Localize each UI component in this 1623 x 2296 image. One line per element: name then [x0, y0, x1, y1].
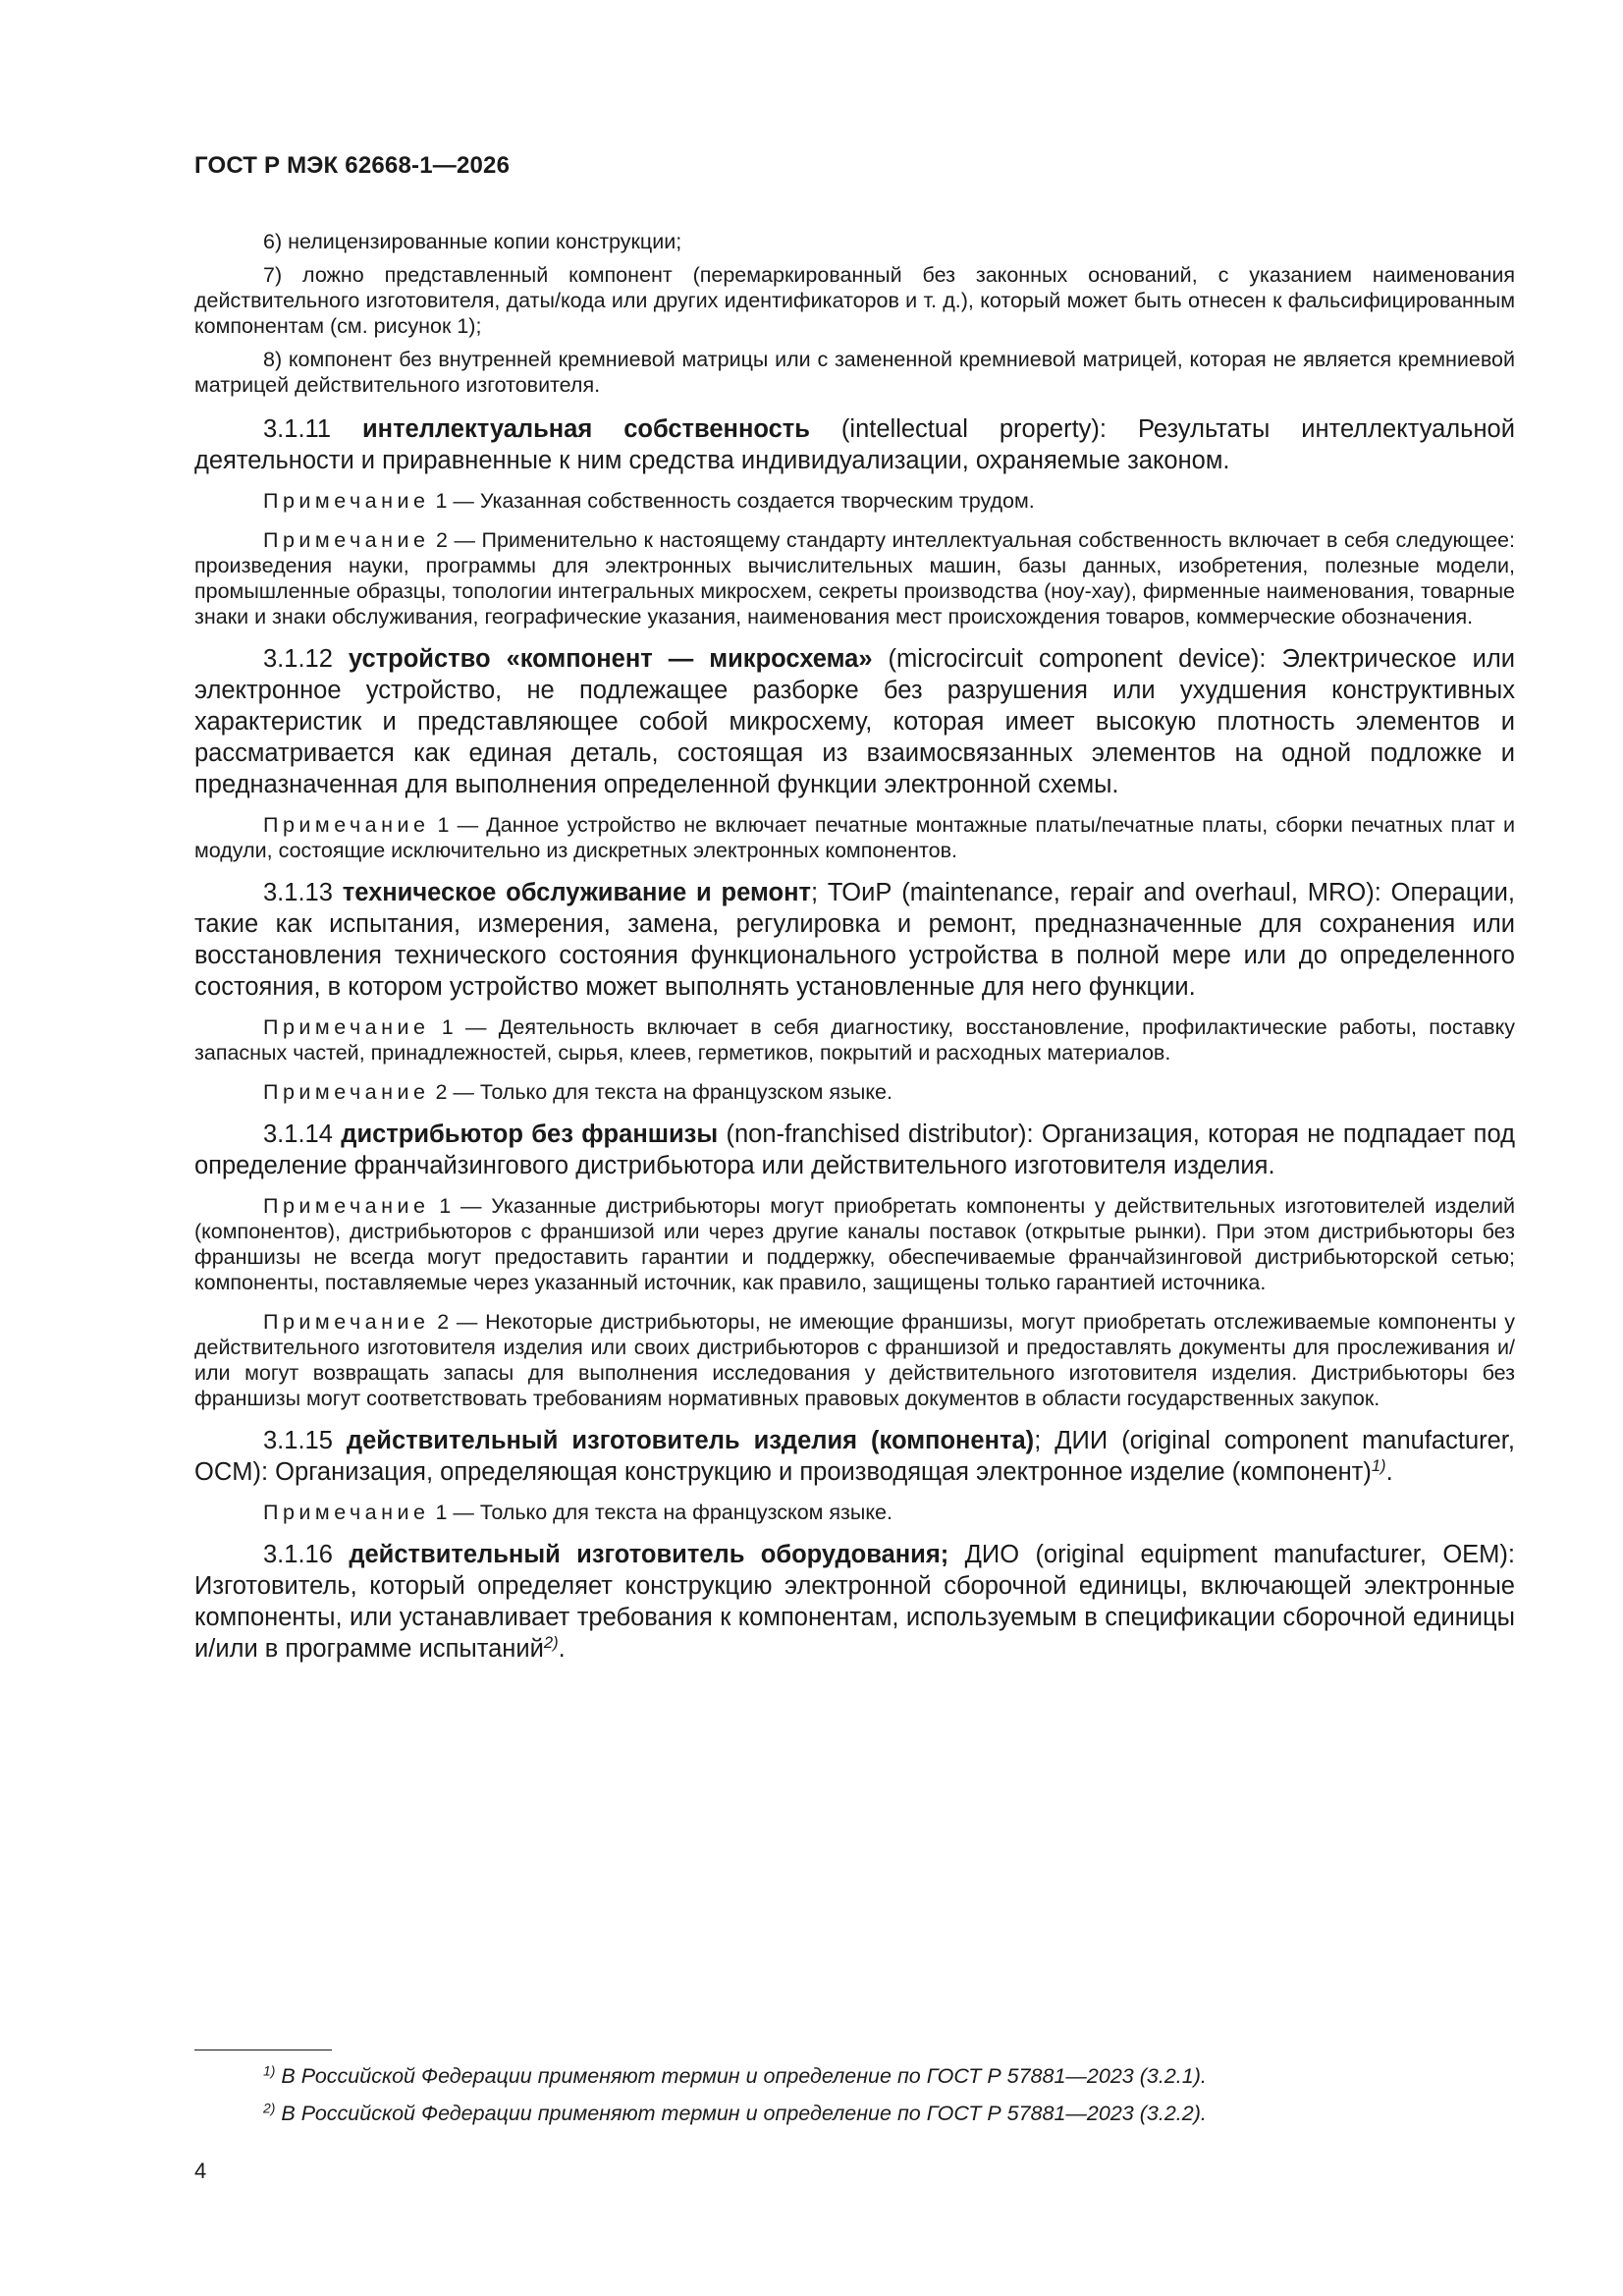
- list-item: 7) ложно представленный компонент (перемаркированный без законных оснований, с указанием наименования действительного изготовителя, даты/кода или других идентификаторов и т. д.), который может быть отнесен к фальсифицированным компонентам (см. рисунок 1);: [194, 263, 1515, 338]
- note: Примечание 1 — Указанные дистрибьюторы могут приобретать компоненты у действительных изготовителей изделий (компонентов), дистрибьюторов с франшизой или через другие каналы поставок (открытые рынки). При этом дистрибьюторы без франшизы не всегда могут предоставить гарантии и поддержку, обеспечиваемые франчайзинговой дистрибьюторской сетью; компоненты, поставляемые через указанный источник, как правило, защищены только гарантией источника.: [194, 1194, 1515, 1294]
- term-name: дистрибьютор без франшизы: [341, 1121, 719, 1148]
- note: Примечание 2 — Только для текста на французском языке.: [263, 1080, 893, 1104]
- term-name: устройство «компонент — микросхема»: [348, 645, 873, 673]
- note-label: Примечание: [263, 528, 430, 552]
- term-definition: Организация, которая не подпадает под определение франчайзингового дистрибьютора или действительного изготовителя изделия.: [194, 1121, 1515, 1179]
- term-definition: Организация, определяющая конструкцию и производящая электронное изделие (компонент): [275, 1458, 1372, 1486]
- term-english: (original equipment manufacturer, OEM):: [1035, 1541, 1515, 1568]
- note-label: Примечание: [263, 1310, 430, 1334]
- term-name: интеллектуальная собственность: [361, 415, 810, 443]
- term-number: 3.1.16: [263, 1541, 333, 1568]
- term-english: (non-franchised distributor):: [726, 1121, 1034, 1148]
- note: Примечание 1 — Деятельность включает в себя диагностику, восстановление, профилактические работы, поставку запасных частей, принадлежностей, сырья, клеев, герметиков, покрытий и расходных материалов.: [194, 1015, 1515, 1065]
- document-header: ГОСТ Р МЭК 62668-1—2026: [194, 152, 511, 179]
- term-entry: [194, 1119, 1515, 1181]
- term-abbreviation: ; ДИИ: [1034, 1427, 1109, 1454]
- note: Примечание 2 — Некоторые дистрибьюторы, не имеющие франшизы, могут приобретать отслеживаемые компоненты у действительного изготовителя изделия или своих дистрибьюторов с франшизой и предоставлять документы для прослеживания и/или могут возвращать запасы для выполнения исследования у действительного изготовителя изделия. Дистрибьюторы без франшизы могут соответствовать требованиям нормативных правовых документов в области государственных закупок.: [194, 1310, 1515, 1410]
- term-english: (maintenance, repair and overhaul, MRO):: [901, 879, 1381, 906]
- term-entry: 3.1.15 действительный изготовитель изделия (компонента); ДИИ (original component manufacturer, OCM): Организация, определяющая конструкцию и производящая электронное изделие (компонент)$^{1)}$.: [194, 1427, 1515, 1486]
- term-definition: Изготовитель, который определяет конструкцию электронной сборочной единицы, включающей электронные компоненты, или устанавливает требования к компонентам, используемым в спецификации сборочной единицы и/или в программе испытаний: [194, 1572, 1515, 1663]
- footnote-number: 2): [263, 2100, 276, 2116]
- page-number: 4: [194, 2159, 207, 2183]
- list-item: 8) компонент без внутренней кремниевой матрицы или с замененной кремниевой матрицей, которая не является кремниевой матрицей действительного изготовителя.: [194, 348, 1515, 397]
- footnote-text: В Российской Федерации применяют термин и определение по ГОСТ Р 57881—2023 (3.2.2).: [281, 2102, 1207, 2125]
- note-label: Примечание: [263, 1194, 430, 1218]
- term-number: 3.1.14: [263, 1121, 333, 1148]
- term-abbreviation: ; ТОиР: [810, 879, 893, 906]
- term-english: (microcircuit component device):: [888, 645, 1267, 673]
- term-name: действительный изготовитель изделия (компонента): [346, 1427, 1035, 1454]
- note: Примечание 1 — Только для текста на французском языке.: [263, 1501, 893, 1524]
- note-label: Примечание: [263, 1080, 430, 1104]
- note-label: Примечание: [263, 489, 430, 513]
- term-number: 3.1.11: [263, 415, 332, 443]
- term-definition: Электрическое или электронное устройство, не подлежащее разборке без разрушения или ухудшения конструктивных характеристик и представляющее собой микросхему, которая имеет высокую плотность элементов и рассматривается как единая деталь, состоящая из взаимосвязанных элементов на одной подложке и предназначенная для выполнения определенной функции электронной схемы.: [194, 645, 1515, 798]
- term-number: 3.1.13: [263, 879, 333, 906]
- footnote: [194, 2062, 1515, 2090]
- term-entry: [194, 643, 1515, 800]
- term-entry: 3.1.16 действительный изготовитель оборудования; ДИО (original equipment manufacturer, OEM): Изготовитель, который определяет конструкцию электронной сборочной единицы, включающей электронные компоненты, или устанавливает требования к компонентам, используемым в спецификации сборочной единицы и/или в программе испытаний$^{2)}$.: [194, 1541, 1515, 1663]
- term-definition: Операции, такие как испытания, измерения, замена, регулировка и ремонт, предназначенные для сохранения или восстановления технического состояния функционального устройства в полной мере или до определенного состояния, в котором устройство может выполнять установленные для него функции.: [194, 879, 1515, 1001]
- note-label: Примечание: [263, 1015, 430, 1039]
- term-number: 3.1.12: [263, 645, 333, 673]
- footnote-text: В Российской Федерации применяют термин и определение по ГОСТ Р 57881—2023 (3.2.1).: [281, 2064, 1207, 2088]
- term-name: техническое обслуживание и ремонт: [342, 879, 811, 906]
- note: Примечание 1 — Указанная собственность создается творческим трудом.: [263, 489, 1035, 513]
- note-label: Примечание: [263, 813, 430, 837]
- footnote-ref: 1): [1371, 1455, 1386, 1475]
- term-english: (intellectual property):: [840, 415, 1107, 443]
- note-label: Примечание: [263, 1501, 430, 1524]
- footnote-ref: 2): [543, 1632, 559, 1652]
- term-entry: [194, 413, 1515, 476]
- term-number: 3.1.15: [263, 1427, 333, 1454]
- footnotes: [194, 2062, 1515, 2137]
- footnote: [194, 2100, 1515, 2127]
- list-item: 6) нелицензированные копии конструкции;: [263, 230, 682, 253]
- term-entry: [194, 877, 1515, 1003]
- term-english: (original component manufacturer, OCM):: [194, 1427, 1515, 1486]
- document-body: [194, 229, 1515, 1665]
- note: Примечание 2 — Применительно к настоящему стандарту интеллектуальная собственность включает в себя следующее: произведения науки, программы для электронных вычислительных машин, базы данных, изобретения, полезные модели, промышленные образцы, топологии интегральных микросхем, секреты производства (ноу-хау), фирменные наименования, товарные знаки и знаки обслуживания, географические указания, наименования мест происхождения товаров, коммерческие обозначения.: [194, 528, 1515, 629]
- term-abbreviation: ДИО: [948, 1541, 1020, 1568]
- note: Примечание 1 — Данное устройство не включает печатные монтажные платы/печатные платы, сборки печатных плат и модули, состоящие исключительно из дискретных электронных компонентов.: [194, 813, 1515, 862]
- footnote-number: 1): [263, 2062, 276, 2079]
- term-definition: Результаты интеллектуальной деятельности и приравненные к ним средства индивидуализации, охраняемые законом.: [194, 415, 1515, 474]
- term-name: действительный изготовитель оборудования;: [349, 1541, 949, 1568]
